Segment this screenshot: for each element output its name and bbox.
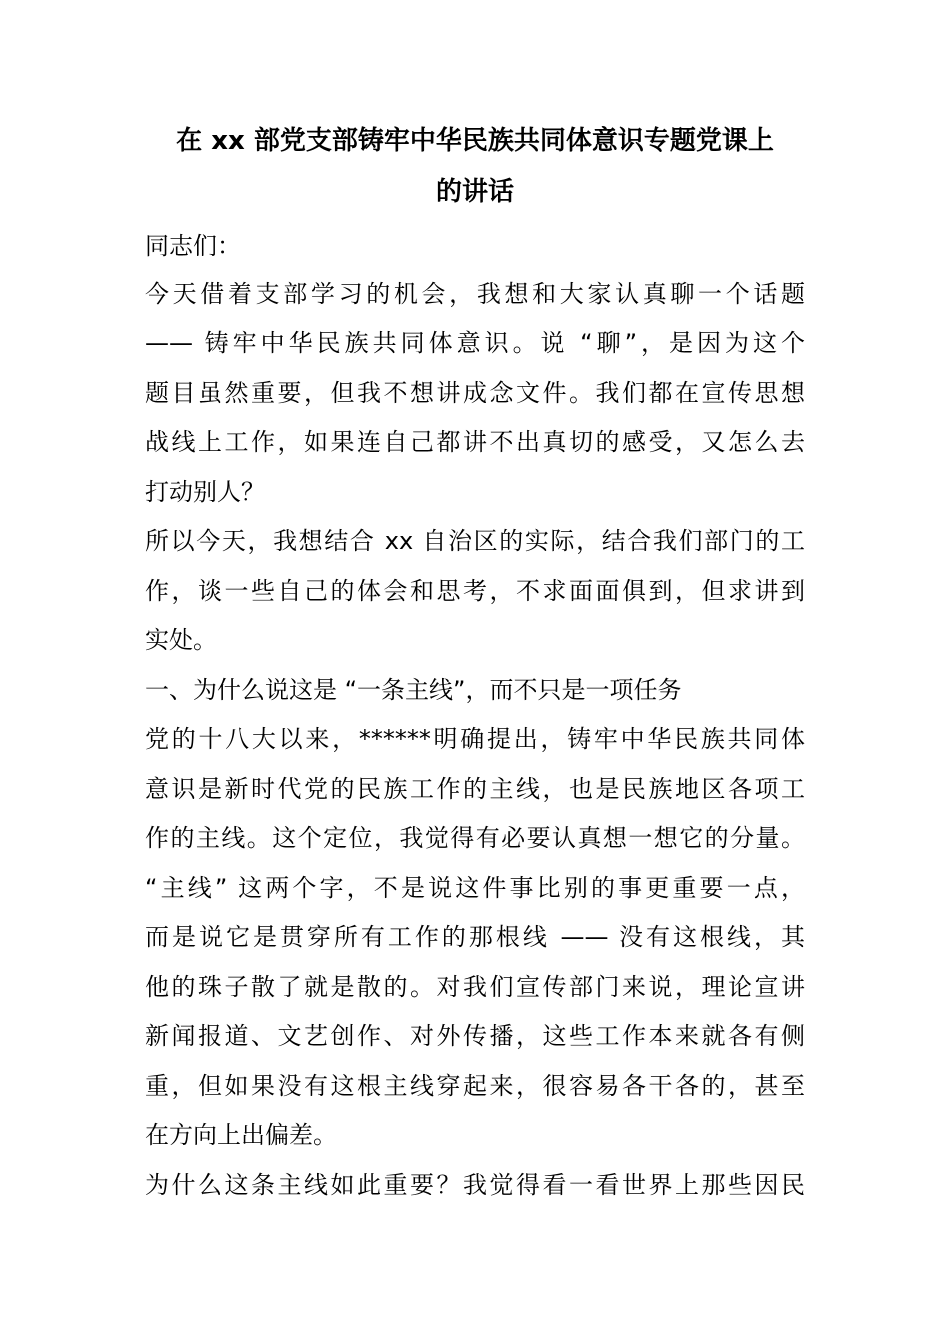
body-line: 在方向上出偏差。: [145, 1121, 337, 1149]
body-line: 他的珠子散了就是散的。对我们宣传部门来说，理论宣讲: [145, 973, 805, 1001]
body-line: 作，谈一些自己的体会和思考，不求面面俱到，但求讲到: [145, 577, 805, 605]
body-line: 打动别人？: [145, 478, 265, 506]
body-line: 意识是新时代党的民族工作的主线，也是民族地区各项工: [145, 775, 805, 803]
body-line: 题目虽然重要，但我不想讲成念文件。我们都在宣传思想: [145, 379, 805, 407]
body-line: 所以今天，我想结合 xx 自治区的实际，结合我们部门的工: [145, 527, 805, 555]
body-line: —— 铸牢中华民族共同体意识。说 “聊”，是因为这个: [145, 329, 805, 357]
body-line: 重，但如果没有这根主线穿起来，很容易各干各的，甚至: [145, 1072, 805, 1100]
document-title-line-2: 的讲话: [435, 177, 514, 207]
body-line: 新闻报道、文艺创作、对外传播，这些工作本来就各有侧: [145, 1022, 805, 1050]
salutation: 同志们：: [145, 232, 241, 260]
body-line: 实处。: [145, 626, 217, 654]
body-line: 党的十八大以来，******明确提出，铸牢中华民族共同体: [145, 725, 805, 753]
section-heading: 一、为什么说这是 “一条主线”，而不只是一项任务: [145, 676, 682, 704]
body-line: 为什么这条主线如此重要？我觉得看一看世界上那些因民: [145, 1171, 805, 1199]
body-line: “主线” 这两个字，不是说这件事比别的事更重要一点，: [145, 874, 805, 902]
body-line: 而是说它是贯穿所有工作的那根线 —— 没有这根线，其: [145, 923, 805, 951]
document-title-line-1: 在 xx 部党支部铸牢中华民族共同体意识专题党课上: [176, 126, 774, 156]
body-line: 今天借着支部学习的机会，我想和大家认真聊一个话题: [145, 280, 805, 308]
body-line: 作的主线。这个定位，我觉得有必要认真想一想它的分量。: [145, 824, 805, 852]
body-line: 战线上工作，如果连自己都讲不出真切的感受，又怎么去: [145, 428, 805, 456]
